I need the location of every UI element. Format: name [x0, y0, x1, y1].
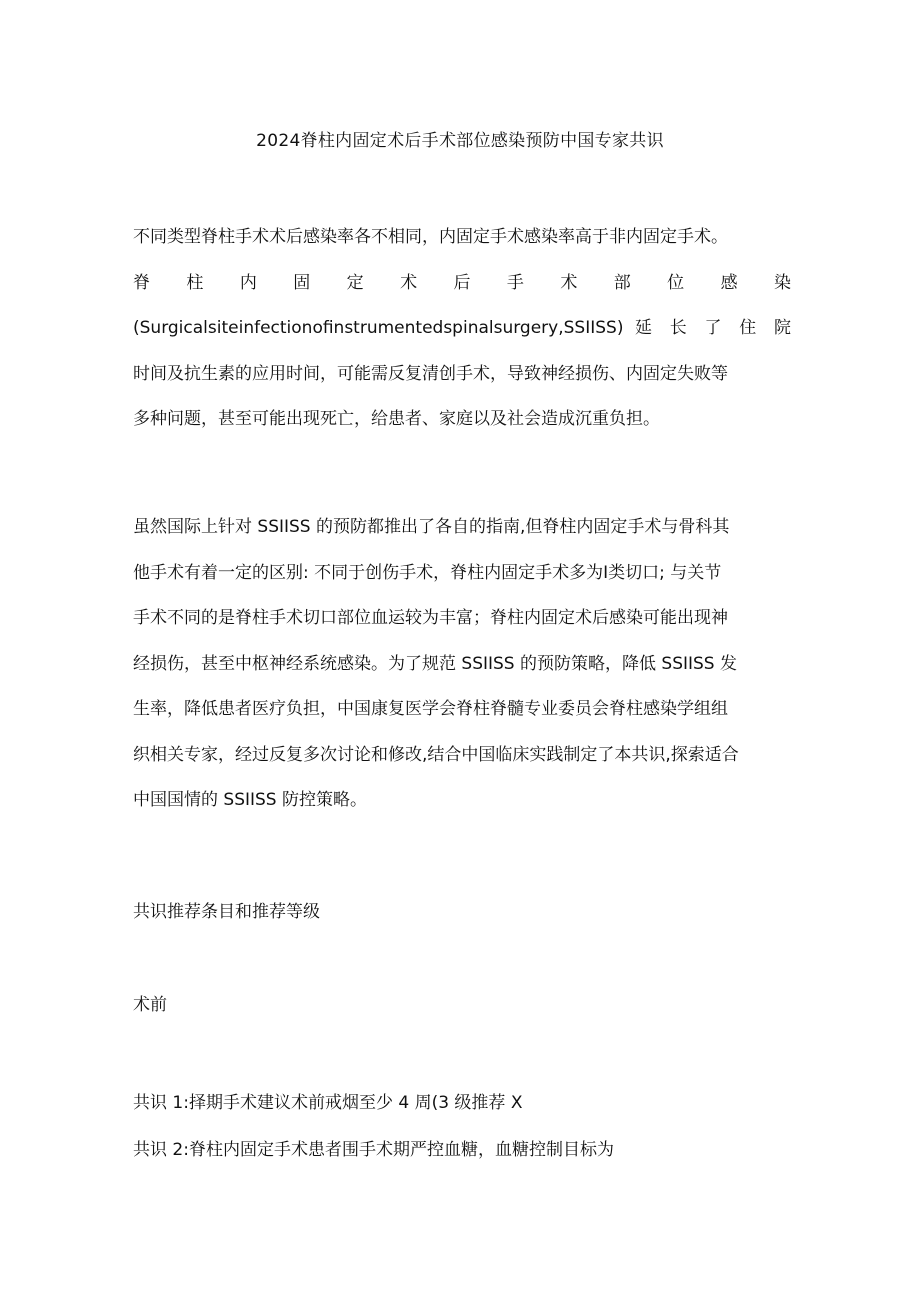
subsection-heading: 术前: [133, 995, 167, 1015]
paragraph-line: 织相关专家，经过反复多次讨论和修改,结合中国临床实践制定了本共识,探索适合: [133, 744, 739, 765]
paragraph-line: 中国国情的 SSIISS 防控策略。: [133, 790, 367, 810]
paragraph-line: (Surgicalsiteinfectionofinstrumentedspinalsurgery,SSIISS) 延 长 了 住 院: [133, 318, 791, 338]
paragraph-line: 多种问题，甚至可能出现死亡，给患者、家庭以及社会造成沉重负担。: [133, 409, 660, 429]
document-title: 2024脊柱内固定术后手术部位感染预防中国专家共识: [256, 131, 664, 151]
paragraph-line: 他手术有着一定的区别: 不同于创伤手术，脊柱内固定手术多为Ⅰ类切口; 与关节: [133, 562, 722, 583]
paragraph-line: 时间及抗生素的应用时间，可能需反复清创手术，导致神经损伤、内固定失败等: [133, 363, 728, 384]
section-heading: 共识推荐条目和推荐等级: [133, 902, 320, 922]
paragraph-background: [133, 505, 791, 824]
paragraph-line: 不同类型脊柱手术术后感染率各不相同，内固定手术感染率高于非内固定手术。: [133, 227, 728, 247]
paragraph-line: 手术不同的是脊柱手术切口部位血运较为丰富；脊柱内固定术后感染可能出现神: [133, 608, 728, 628]
paragraph-line: 脊 柱 内 固 定 术 后 手 术 部 位 感 染: [133, 272, 791, 293]
paragraph-intro: [133, 215, 791, 443]
consensus-item-1: 共识 1:择期手术建议术前戒烟至少 4 周(3 级推荐 X: [133, 1093, 523, 1113]
paragraph-line: 虽然国际上针对 SSIISS 的预防都推出了各自的指南,但脊柱内固定手术与骨科其: [133, 517, 730, 537]
paragraph-line: 生率，降低患者医疗负担，中国康复医学会脊柱脊髓专业委员会脊柱感染学组组: [133, 699, 728, 719]
paragraph-line: 经损伤，甚至中枢神经系统感染。为了规范 SSIISS 的预防策略，降低 SSIISS 发: [133, 653, 737, 674]
consensus-item-2: 共识 2:脊柱内固定手术患者围手术期严控血糖，血糖控制目标为: [133, 1140, 614, 1160]
